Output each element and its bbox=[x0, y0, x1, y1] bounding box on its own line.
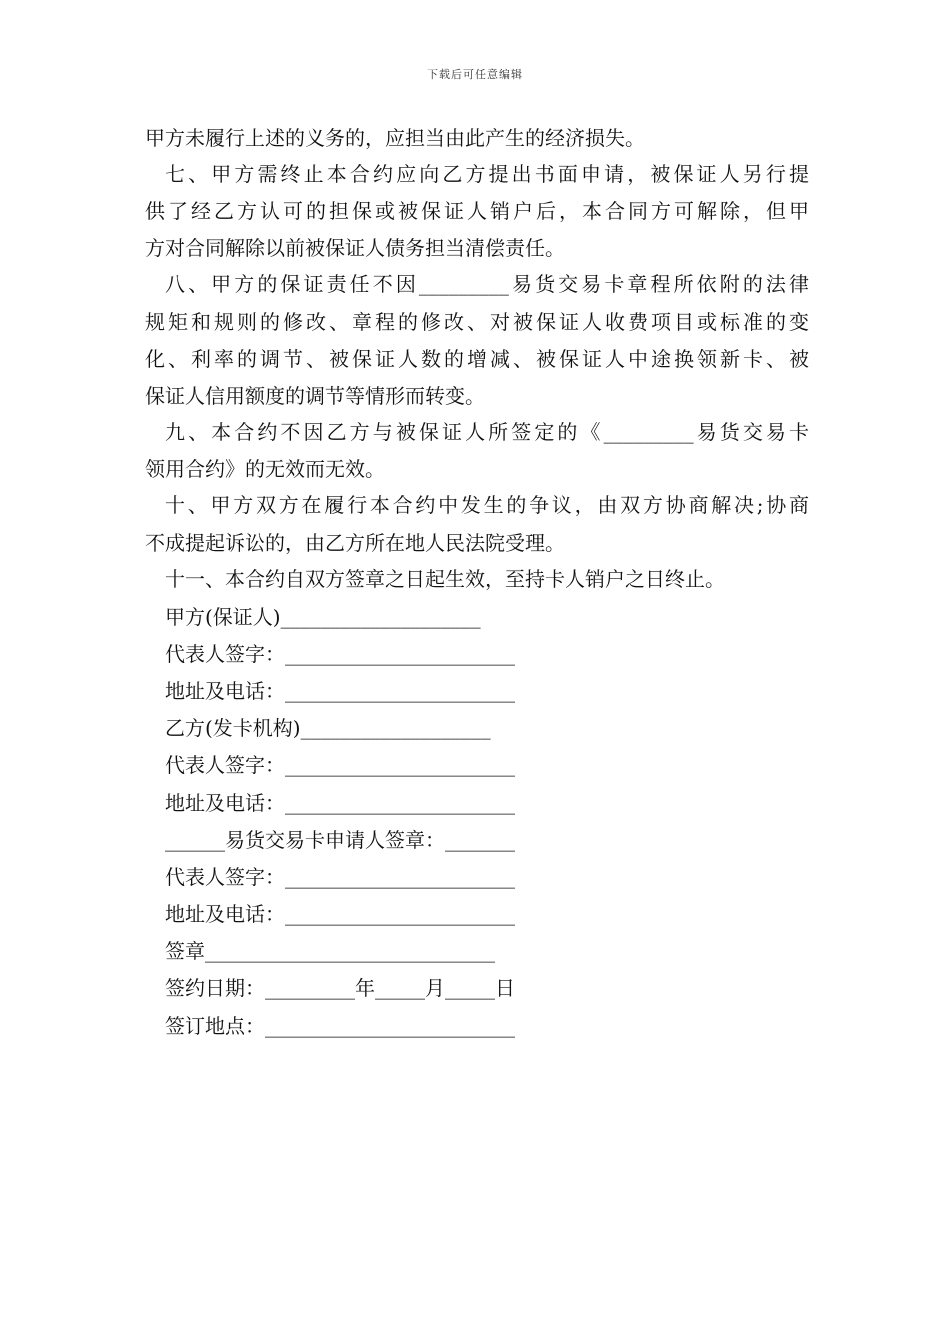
party-b-address-field: 地址及电话：_______________________ bbox=[165, 791, 515, 815]
page-header: 下载后可任意编辑 bbox=[427, 68, 523, 81]
seal-field: 签章_____________________________ bbox=[165, 939, 495, 963]
applicant-address-field: 地址及电话：_______________________ bbox=[165, 902, 515, 926]
signing-date-field: 签约日期：_________年_____月_____日 bbox=[165, 976, 515, 1000]
clause-8-line-2: 规矩和规则的修改、章程的修改、对被保证人收费项目或标准的变 bbox=[145, 310, 809, 334]
clause-10-line-2: 不成提起诉讼的，由乙方所在地人民法院受理。 bbox=[145, 531, 565, 555]
applicant-representative-field: 代表人签字：_______________________ bbox=[165, 865, 515, 889]
party-a-address-field: 地址及电话：_______________________ bbox=[165, 679, 515, 703]
body-line-1: 甲方未履行上述的义务的，应担当由此产生的经济损失。 bbox=[145, 126, 645, 150]
clause-8-line-3: 化、利率的调节、被保证人数的增减、被保证人中途换领新卡、被 bbox=[145, 347, 809, 371]
clause-11-line-1: 十一、本合约自双方签章之日起生效，至持卡人销户之日终止。 bbox=[165, 567, 725, 591]
signing-place-field: 签订地点：_________________________ bbox=[165, 1014, 515, 1038]
party-a-field: 甲方(保证人)____________________ bbox=[165, 605, 481, 629]
clause-8-line-4: 保证人信用额度的调节等情形而转变。 bbox=[145, 384, 485, 408]
clause-7-line-3: 方对合同解除以前被保证人债务担当清偿责任。 bbox=[145, 236, 565, 260]
party-b-field: 乙方(发卡机构)___________________ bbox=[165, 716, 491, 740]
applicant-seal-field: ______易货交易卡申请人签章：_______ bbox=[165, 828, 515, 852]
clause-9-line-1: 九、本合约不因乙方与被保证人所签定的《_________易货交易卡 bbox=[165, 420, 809, 444]
clause-8-line-1: 八、甲方的保证责任不因_________易货交易卡章程所依附的法律 bbox=[165, 272, 809, 296]
clause-9-line-2: 领用合约》的无效而无效。 bbox=[145, 457, 385, 481]
party-a-representative-field: 代表人签字：_______________________ bbox=[165, 642, 515, 666]
clause-7-line-1: 七、甲方需终止本合约应向乙方提出书面申请，被保证人另行提 bbox=[165, 162, 809, 186]
clause-7-line-2: 供了经乙方认可的担保或被保证人销户后，本合同方可解除，但甲 bbox=[145, 199, 809, 223]
clause-10-line-1: 十、甲方双方在履行本合约中发生的争议，由双方协商解决;协商 bbox=[165, 493, 809, 517]
party-b-representative-field: 代表人签字：_______________________ bbox=[165, 753, 515, 777]
